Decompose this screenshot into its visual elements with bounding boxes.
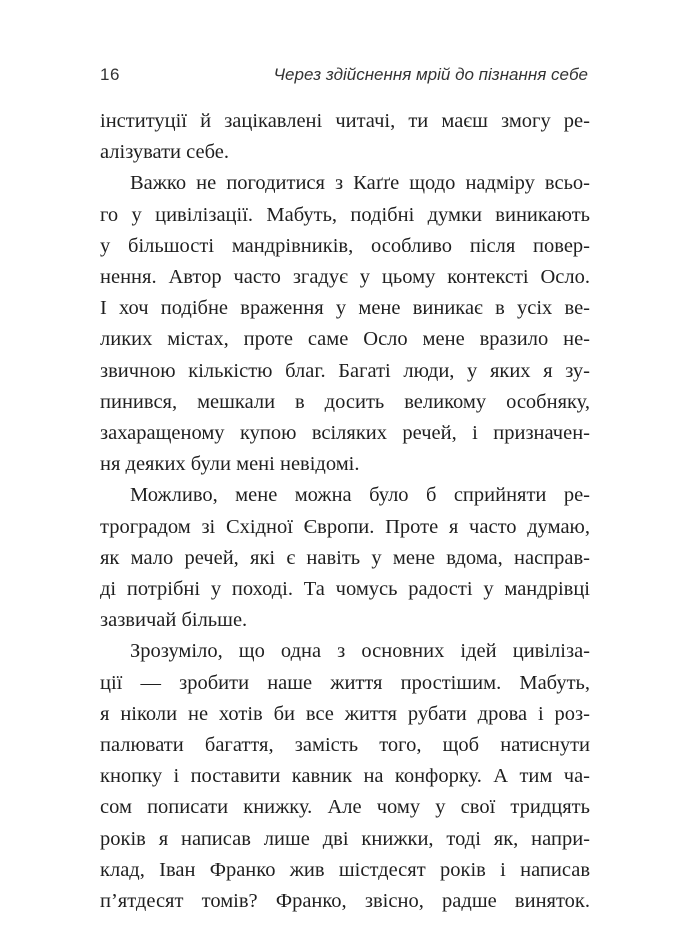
- text-line: пинився, мешкали в досить великому особняку,: [100, 390, 590, 413]
- text-line: Можливо, мене можна було б сприйняти ре-: [130, 484, 590, 507]
- text-line: п’ятдесят томів? Франко, звісно, радше виняток.: [100, 890, 590, 913]
- text-line: ня деяких були мені невідомі.: [100, 453, 360, 476]
- page-number: 16: [100, 65, 120, 84]
- text-line: троградом зі Східної Європи. Проте я часто думаю,: [100, 515, 590, 538]
- paragraph-3: [100, 480, 590, 636]
- text-line: палювати багаття, замість того, щоб натиснути: [100, 734, 590, 757]
- text-line: я ніколи не хотів би все життя рубати дрова і роз-: [100, 702, 590, 725]
- paragraph-2: [100, 168, 590, 480]
- text-line: як мало речей, які є навіть у мене вдома, насправ-: [100, 546, 590, 569]
- text-line: алізувати себе.: [100, 141, 229, 164]
- text-line: сом пописати книжку. Але чому у свої тридцять: [100, 796, 590, 819]
- text-line: зазвичай більше.: [100, 609, 248, 632]
- text-line: захаращеному купою всіляких речей, і призначен-: [100, 422, 590, 445]
- text-line: у більшості мандрівників, особливо після повер-: [100, 234, 590, 257]
- text-line: І хоч подібне враження у мене виникає в усіх ве-: [100, 297, 590, 320]
- text-line: Зрозуміло, що одна з основних ідей цивіліза-: [130, 640, 590, 663]
- text-line: звичною кількістю благ. Багаті люди, у яких я зу-: [100, 359, 590, 382]
- text-line: ції — зробити наше життя простішим. Мабуть,: [100, 671, 590, 694]
- body-text: [100, 106, 590, 917]
- text-line: нення. Автор часто згадує у цьому контексті Осло.: [100, 266, 590, 289]
- text-line: інституції й зацікавлені читачі, ти маєш змогу ре-: [100, 110, 590, 132]
- text-line: років я написав лише дві книжки, тоді як, напри-: [100, 827, 590, 850]
- text-line: го у цивілізації. Мабуть, подібні думки виникають: [100, 203, 590, 226]
- running-header: [100, 58, 588, 88]
- text-line: Важко не погодитися з Каґґе щодо надміру всьо-: [130, 172, 590, 195]
- paragraph-1: [100, 106, 590, 168]
- paragraph-4: [100, 636, 590, 917]
- running-title: Через здійснення мрій до пізнання себе: [273, 65, 588, 84]
- text-line: ді потрібні у поході. Та чомусь радості у мандрівці: [100, 578, 590, 601]
- text-line: ликих містах, проте саме Осло мене вразило не-: [100, 328, 590, 351]
- text-line: кнопку і поставити кавник на конфорку. А тим ча-: [100, 765, 590, 788]
- text-line: клад, Іван Франко жив шістдесят років і написав: [100, 858, 590, 881]
